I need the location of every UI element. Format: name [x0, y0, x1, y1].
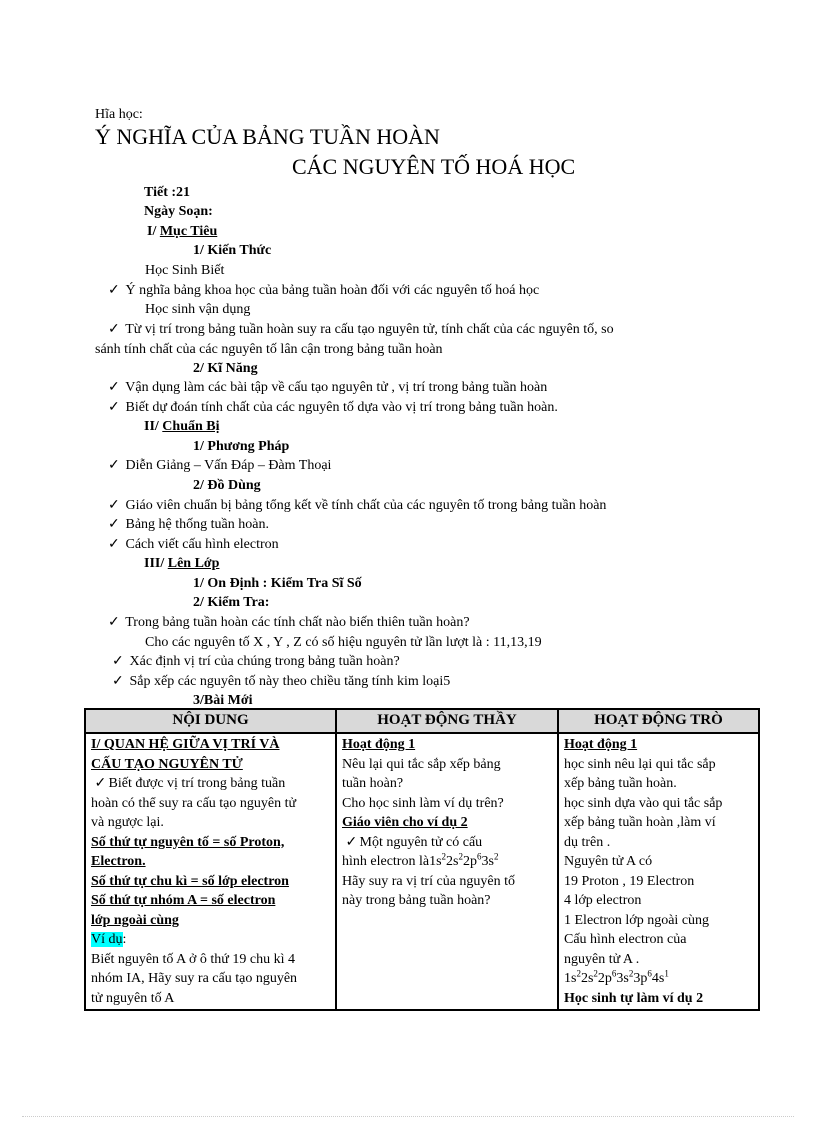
cell-heading: I/ QUAN HỆ GIỮA VỊ TRÍ VÀ [91, 737, 280, 752]
subsection-new-lesson: 3/Bài Mới [193, 693, 253, 708]
cell-text: Nguyên tử A có [564, 854, 653, 869]
text-line: Học Sinh Biết [145, 263, 225, 278]
bullet-item [112, 652, 400, 671]
table-header-row [85, 709, 759, 733]
checkmark-icon: ✓ [108, 537, 120, 552]
subsection-stabilize: 1/ On Định : Kiểm Tra Sĩ Số [193, 576, 362, 591]
bullet-text: Từ vị trí trong bảng tuần hoàn suy ra cấu tạo nguyên tử, tính chất của các nguyên tố, so [125, 322, 614, 337]
page-footer-divider [22, 1116, 794, 1117]
section-number: II/ [144, 419, 159, 434]
bullet-text: Vận dụng làm các bài tập về cấu tạo nguyên tử , vị trí trong bảng tuần hoàn [125, 380, 548, 395]
example-colon: : [122, 932, 127, 947]
cell-text: 19 Proton , 19 Electron [564, 873, 695, 889]
bullet-text: Ý nghĩa bảng khoa học của bảng tuần hoàn đối với các nguyên tố hoá học [125, 283, 540, 298]
bullet-item [108, 456, 331, 475]
column-header: NỘI DUNG [85, 709, 336, 733]
bullet-item [91, 774, 330, 794]
section-objectives [147, 222, 217, 241]
bullet-item [108, 515, 269, 534]
bullet-text: Biết được vị trí trong bảng tuần [108, 776, 286, 791]
activity-title: Hoạt động 1 [342, 737, 416, 752]
bullet-text: Bảng hệ thống tuần hoàn. [125, 517, 269, 532]
lesson-table [84, 708, 760, 1011]
cell-text: Cấu hình electron của [564, 932, 687, 947]
cell-text: tuần hoàn? [342, 776, 404, 791]
bullet-text-cont: sánh tính chất của các nguyên tố lân cận trong bảng tuần hoàn [95, 342, 443, 357]
bullet-item [108, 535, 279, 554]
bullet-item [108, 378, 547, 397]
bullet-item [342, 833, 552, 853]
electron-config-line [342, 852, 552, 872]
bullet-item [108, 496, 606, 515]
table-row [85, 733, 759, 1010]
subsection-check: 2/ Kiểm Tra: [193, 595, 270, 610]
cell-text: Hãy suy ra vị trí của nguyên tố [342, 873, 516, 889]
content-cell [85, 733, 336, 1010]
rule-text: Số thứ tự chu kì = số lớp electron [91, 873, 289, 889]
cell-text: 4 lớp electron [564, 893, 642, 908]
cell-text: học sinh nêu lại qui tắc sắp [564, 756, 716, 772]
cell-text: dụ trên . [564, 834, 611, 850]
cell-text: hình electron là [342, 854, 430, 869]
checkmark-icon: ✓ [342, 834, 358, 850]
checkmark-icon: ✓ [112, 654, 124, 669]
electron-config: $1s^22s^22p^63s^2$ [429, 851, 499, 869]
cell-text: Cho học sinh làm ví dụ trên? [342, 795, 504, 811]
cell-text: xếp bảng tuần hoàn. [564, 776, 677, 791]
checkmark-icon: ✓ [108, 498, 120, 513]
bullet-text: Cách viết cấu hình electron [125, 537, 279, 552]
text-line: Cho các nguyên tố X , Y , Z có số hiệu nguyên tử lần lượt là : 11,13,19 [145, 635, 542, 650]
bullet-text: Biết dự đoán tính chất của các nguyên tố dựa vào vị trí trong bảng tuần hoàn. [125, 400, 558, 415]
electron-config: $1s^22s^22p^63s^23p^64s^1$ [564, 968, 669, 986]
checkmark-icon: ✓ [108, 400, 120, 415]
bullet-text: Trong bảng tuần hoàn các tính chất nào biến thiên tuần hoàn? [125, 615, 470, 630]
activity-title: Hoạt động 1 [564, 737, 638, 752]
subsection-materials: 2/ Đồ Dùng [193, 478, 261, 493]
cell-text: và ngược lại. [91, 815, 164, 830]
rule-text: lớp ngoài cùng [91, 912, 179, 928]
column-header: HOẠT ĐỘNG TRÒ [558, 709, 759, 733]
rule-text: Số thứ tự nguyên tố = số Proton, [91, 834, 285, 850]
section-title: Lên Lớp [167, 556, 220, 571]
section-preparation [144, 417, 220, 436]
bullet-item [112, 672, 450, 691]
checkmark-icon: ✓ [112, 674, 124, 689]
section-lesson [144, 554, 219, 573]
cell-heading: CẤU TẠO NGUYÊN TỬ [91, 756, 243, 772]
student-cell [558, 733, 759, 1010]
checkmark-icon: ✓ [108, 615, 120, 630]
cell-text: 1 Electron lớp ngoài cùng [564, 912, 710, 928]
checkmark-icon: ✓ [108, 380, 120, 395]
cell-text: Nêu lại qui tắc sắp xếp bảng [342, 756, 501, 772]
checkmark-icon: ✓ [108, 283, 120, 298]
subsection-knowledge: 1/ Kiến Thức [193, 243, 272, 258]
cell-text: hoàn có thể suy ra cấu tạo nguyên tử [91, 795, 297, 811]
page-title-line2: CÁC NGUYÊN TỐ HOÁ HỌC [292, 154, 576, 179]
prep-date: Ngày Soạn: [144, 204, 213, 219]
checkmark-icon: ✓ [91, 776, 107, 791]
activity-title: Học sinh tự làm ví dụ 2 [564, 990, 704, 1006]
text-line: Học sinh vận dụng [145, 302, 251, 317]
bullet-item [108, 613, 470, 632]
cell-text: này trong bảng tuần hoàn? [342, 893, 491, 908]
bullet-text: Diễn Giảng – Vấn Đáp – Đàm Thoại [125, 458, 332, 473]
rule-text: Số thứ tự nhóm A = số electron [91, 893, 276, 908]
section-number: I/ [147, 224, 157, 239]
lesson-number: Tiết :21 [144, 185, 191, 200]
bullet-text: Xác định vị trí của chúng trong bảng tuần hoàn? [129, 654, 400, 669]
bullet-text: Sắp xếp các nguyên tố này theo chiều tăng tính kim loại5 [129, 674, 451, 689]
cell-text: Biết nguyên tố A ở ô thứ 19 chu kì 4 [91, 951, 295, 967]
bullet-text: Một nguyên tử có cấu [359, 834, 483, 850]
teacher-cell [336, 733, 558, 1010]
cell-text: nguyên tử A . [564, 951, 640, 967]
cell-text: xếp bảng tuần hoàn ,làm ví [564, 815, 716, 830]
checkmark-icon: ✓ [108, 458, 120, 473]
bullet-item [108, 281, 539, 300]
checkmark-icon: ✓ [108, 322, 120, 337]
example-label: Ví dụ [91, 932, 123, 947]
section-title: Chuẩn Bị [162, 419, 220, 434]
bullet-item [108, 398, 558, 417]
subsection-skills: 2/ Kĩ Năng [193, 361, 258, 376]
bullet-item [108, 320, 614, 339]
cell-text: học sinh dựa vào qui tắc sắp [564, 795, 723, 811]
section-number: III/ [144, 556, 165, 571]
activity-title: Giáo viên cho ví dụ 2 [342, 815, 468, 830]
example-label-line [91, 930, 330, 950]
bullet-text: Giáo viên chuẩn bị bảng tổng kết về tính chất của các nguyên tố trong bảng tuần hoàn [125, 498, 607, 513]
subsection-method: 1/ Phương Pháp [193, 439, 290, 454]
subject-label: Hĩa học: [95, 107, 143, 122]
rule-text: Electron. [91, 854, 146, 869]
cell-text: tử nguyên tố A [91, 990, 175, 1006]
cell-text: nhóm IA, Hãy suy ra cấu tạo nguyên [91, 971, 298, 986]
section-title: Mục Tiêu [159, 224, 218, 239]
checkmark-icon: ✓ [108, 517, 120, 532]
column-header: HOẠT ĐỘNG THẦY [336, 709, 558, 733]
page-title-line1: Ý NGHĨA CỦA BẢNG TUẦN HOÀN [95, 124, 440, 149]
